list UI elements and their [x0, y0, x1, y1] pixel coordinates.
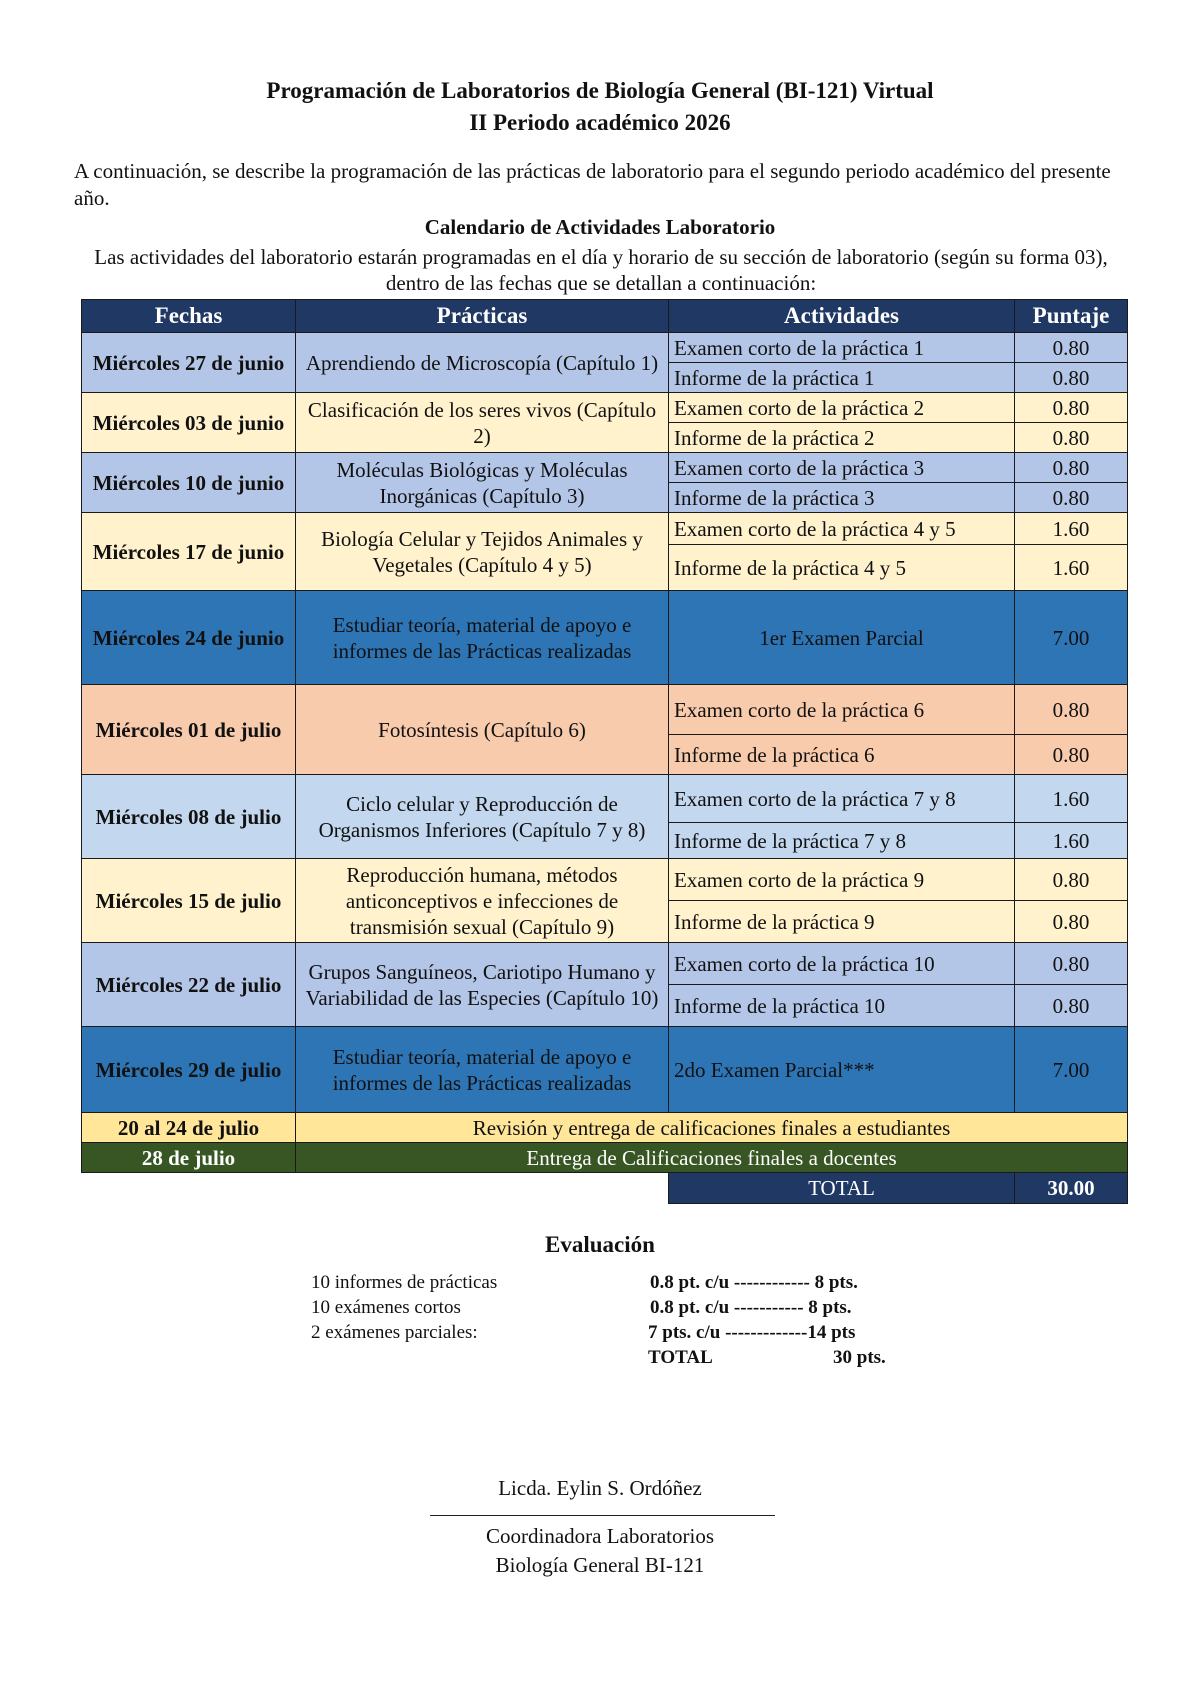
activity-cell: Examen corto de la práctica 1 — [669, 333, 1015, 363]
table-row — [82, 1027, 1128, 1113]
score-cell: 7.00 — [1015, 591, 1128, 685]
score-cell: 1.60 — [1015, 823, 1128, 859]
practice-cell: Grupos Sanguíneos, Cariotipo Humano y Variabilidad de las Especies (Capítulo 10) — [296, 943, 669, 1027]
table-header-row — [82, 300, 1128, 333]
table-row — [82, 333, 1128, 363]
table-row — [82, 775, 1128, 823]
activity-cell: Examen corto de la práctica 7 y 8 — [669, 775, 1015, 823]
table-row — [82, 943, 1128, 985]
final-note-cell: Entrega de Calificaciones finales a docentes — [296, 1143, 1128, 1173]
intro-paragraph: A continuación, se describe la programación de las prácticas de laboratorio para el segundo periodo académico del presente año. — [74, 159, 1111, 210]
activity-cell: Informe de la práctica 9 — [669, 901, 1015, 943]
activity-cell: Informe de la práctica 4 y 5 — [669, 545, 1015, 591]
document-subtitle: II Periodo académico 2026 — [469, 110, 731, 135]
calendar-note: Las actividades del laboratorio estarán programadas en el día y horario de su sección de laboratorio (según su forma 03), dentro de las fechas que se detallan a continuación: — [94, 245, 1108, 295]
table-row — [82, 685, 1128, 735]
date-cell: Miércoles 29 de julio — [82, 1027, 296, 1113]
score-cell: 0.80 — [1015, 393, 1128, 423]
evaluation-total-value: 30 pts. — [833, 1347, 886, 1368]
schedule-table — [81, 299, 1128, 1204]
table-row — [82, 393, 1128, 423]
activity-cell: Informe de la práctica 10 — [669, 985, 1015, 1027]
table-row — [82, 1113, 1128, 1143]
activity-cell: 1er Examen Parcial — [669, 591, 1015, 685]
evaluation-title: Evaluación — [545, 1232, 655, 1257]
date-cell: Miércoles 10 de junio — [82, 453, 296, 513]
score-cell: 0.80 — [1015, 423, 1128, 453]
date-cell: Miércoles 24 de junio — [82, 591, 296, 685]
score-cell: 1.60 — [1015, 513, 1128, 545]
practice-cell: Fotosíntesis (Capítulo 6) — [296, 685, 669, 775]
date-cell: Miércoles 08 de julio — [82, 775, 296, 859]
score-cell: 0.80 — [1015, 943, 1128, 985]
score-cell: 0.80 — [1015, 859, 1128, 901]
score-cell: 0.80 — [1015, 901, 1128, 943]
document-title: Programación de Laboratorios de Biología General (BI-121) Virtual — [266, 78, 934, 103]
practice-cell: Clasificación de los seres vivos (Capítulo 2) — [296, 393, 669, 453]
activity-cell: Informe de la práctica 1 — [669, 363, 1015, 393]
table-row — [82, 859, 1128, 901]
signature-course: Biología General BI-121 — [495, 1553, 705, 1577]
column-header: Prácticas — [296, 300, 669, 333]
evaluation-item-value: 0.8 pt. c/u ----------- 8 pts. — [650, 1297, 852, 1318]
score-cell: 0.80 — [1015, 985, 1128, 1027]
evaluation-item-label: 10 exámenes cortos — [311, 1297, 461, 1318]
score-cell: 1.60 — [1015, 545, 1128, 591]
date-cell: Miércoles 15 de julio — [82, 859, 296, 943]
activity-cell: Examen corto de la práctica 4 y 5 — [669, 513, 1015, 545]
activity-cell: Informe de la práctica 3 — [669, 483, 1015, 513]
date-cell: Miércoles 27 de junio — [82, 333, 296, 393]
evaluation-item-value: 7 pts. c/u -------------14 pts — [648, 1322, 856, 1343]
score-cell: 0.80 — [1015, 333, 1128, 363]
score-cell: 0.80 — [1015, 483, 1128, 513]
column-header: Actividades — [669, 300, 1015, 333]
evaluation-item-value: 0.8 pt. c/u ------------ 8 pts. — [650, 1272, 858, 1293]
activity-cell: Examen corto de la práctica 9 — [669, 859, 1015, 901]
activity-cell: Informe de la práctica 7 y 8 — [669, 823, 1015, 859]
date-cell: Miércoles 17 de junio — [82, 513, 296, 591]
table-row — [82, 1143, 1128, 1173]
activity-cell: Examen corto de la práctica 2 — [669, 393, 1015, 423]
column-header: Puntaje — [1015, 300, 1128, 333]
column-header: Fechas — [82, 300, 296, 333]
signature-line — [430, 1515, 775, 1516]
score-cell: 0.80 — [1015, 363, 1128, 393]
practice-cell: Ciclo celular y Reproducción de Organismos Inferiores (Capítulo 7 y 8) — [296, 775, 669, 859]
table-row — [82, 453, 1128, 483]
total-label: TOTAL — [669, 1173, 1015, 1204]
activity-cell: Informe de la práctica 2 — [669, 423, 1015, 453]
date-cell: Miércoles 03 de junio — [82, 393, 296, 453]
practice-cell: Moléculas Biológicas y Moléculas Inorgánicas (Capítulo 3) — [296, 453, 669, 513]
table-row — [82, 591, 1128, 685]
table-row — [82, 513, 1128, 545]
practice-cell: Aprendiendo de Microscopía (Capítulo 1) — [296, 333, 669, 393]
date-cell: Miércoles 22 de julio — [82, 943, 296, 1027]
score-cell: 7.00 — [1015, 1027, 1128, 1113]
date-cell: 28 de julio — [82, 1143, 296, 1173]
total-value: 30.00 — [1015, 1173, 1128, 1204]
date-cell: 20 al 24 de julio — [82, 1113, 296, 1143]
score-cell: 0.80 — [1015, 453, 1128, 483]
signature-name: Licda. Eylin S. Ordóñez — [498, 1476, 702, 1500]
activity-cell: Examen corto de la práctica 6 — [669, 685, 1015, 735]
evaluation-total-label: TOTAL — [648, 1347, 713, 1368]
calendar-heading: Calendario de Actividades Laboratorio — [424, 215, 776, 239]
final-note-cell: Revisión y entrega de calificaciones finales a estudiantes — [296, 1113, 1128, 1143]
score-cell: 0.80 — [1015, 735, 1128, 775]
practice-cell: Reproducción humana, métodos anticonceptivos e infecciones de transmisión sexual (Capítulo 9) — [296, 859, 669, 943]
score-cell: 1.60 — [1015, 775, 1128, 823]
activity-cell: 2do Examen Parcial*** — [669, 1027, 1015, 1113]
activity-cell: Informe de la práctica 6 — [669, 735, 1015, 775]
evaluation-item-label: 2 exámenes parciales: — [311, 1322, 478, 1343]
score-cell: 0.80 — [1015, 685, 1128, 735]
practice-cell: Estudiar teoría, material de apoyo e informes de las Prácticas realizadas — [296, 591, 669, 685]
practice-cell: Estudiar teoría, material de apoyo e informes de las Prácticas realizadas — [296, 1027, 669, 1113]
activity-cell: Examen corto de la práctica 3 — [669, 453, 1015, 483]
activity-cell: Examen corto de la práctica 10 — [669, 943, 1015, 985]
signature-role: Coordinadora Laboratorios — [485, 1524, 715, 1548]
date-cell: Miércoles 01 de julio — [82, 685, 296, 775]
evaluation-item-label: 10 informes de prácticas — [311, 1272, 498, 1293]
total-row — [82, 1173, 1128, 1204]
practice-cell: Biología Celular y Tejidos Animales y Vegetales (Capítulo 4 y 5) — [296, 513, 669, 591]
